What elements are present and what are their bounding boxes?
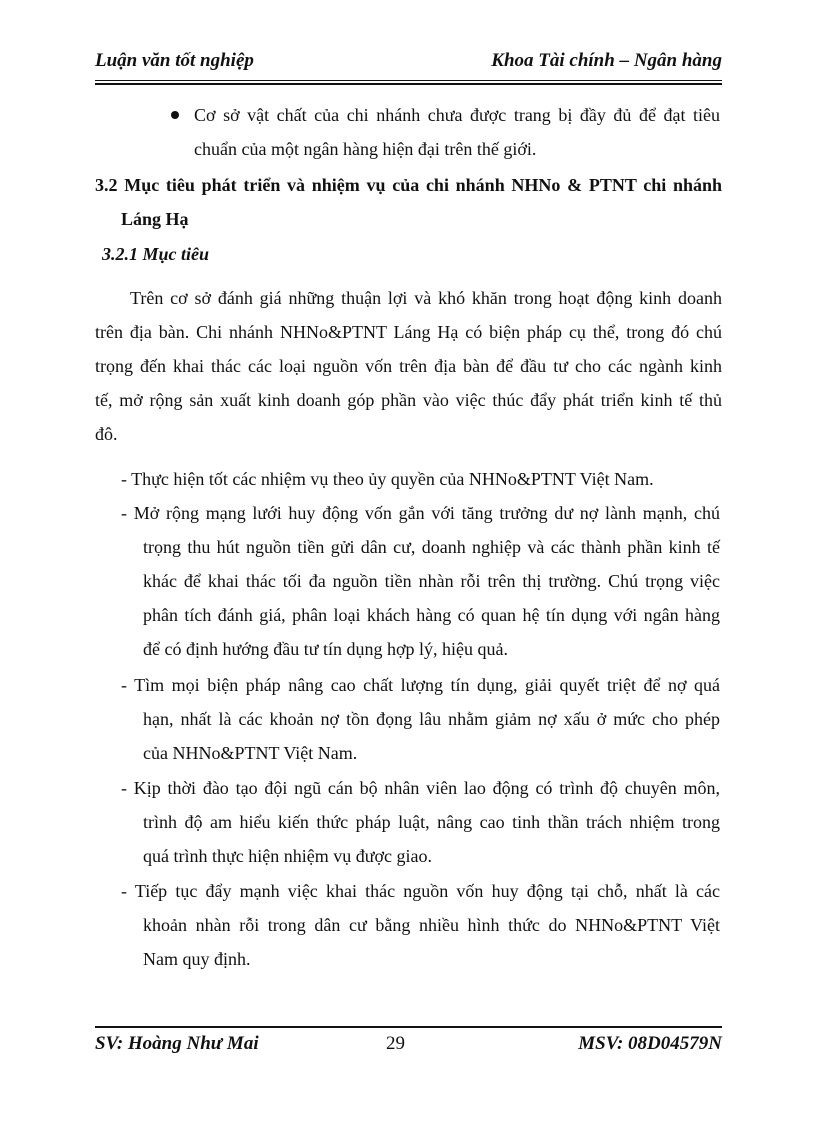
footer-student-id: MSV: 08D04579N bbox=[578, 1033, 722, 1054]
intro-bullet-line-1: Cơ sở vật chất của chi nhánh chưa được trang bị đầy đủ để đạt tiêu bbox=[194, 105, 720, 125]
dash-item-5-line-1: - Tiếp tục đẩy mạnh việc khai thác nguồn vốn huy động tại chỗ, nhất là các bbox=[121, 881, 720, 901]
header-thesis-label: Luận văn tốt nghiệp bbox=[95, 50, 254, 71]
subsection-title: 3.2.1 Mục tiêu bbox=[102, 244, 210, 264]
page-header bbox=[95, 48, 722, 78]
header-faculty-label: Khoa Tài chính – Ngân hàng bbox=[491, 50, 722, 71]
intro-bullet-line-2: chuẩn của một ngân hàng hiện đại trên thế giới. bbox=[194, 139, 537, 159]
dash-item-1-line-1: - Thực hiện tốt các nhiệm vụ theo ủy quyền của NHNo&PTNT Việt Nam. bbox=[121, 469, 654, 489]
paragraph-line-3: trọng đến khai thác các loại nguồn vốn trên địa bàn để đầu tư cho các ngành kinh bbox=[95, 356, 722, 376]
header-rule-thin bbox=[95, 80, 722, 81]
dash-item-2-line-1: - Mở rộng mạng lưới huy động vốn gắn với tăng trưởng dư nợ lành mạnh, chú bbox=[121, 503, 720, 523]
footer-student-name: SV: Hoàng Như Mai bbox=[95, 1033, 259, 1054]
dash-item-5-line-3: Nam quy định. bbox=[143, 949, 251, 969]
dash-item-4-line-2: trình độ am hiểu kiến thức pháp luật, nâng cao tinh thần trách nhiệm trong bbox=[143, 812, 720, 832]
paragraph-line-4: tế, mở rộng sản xuất kinh doanh góp phần vào việc thúc đẩy phát triển kinh tế thủ bbox=[95, 390, 722, 410]
paragraph-line-5: đô. bbox=[95, 424, 118, 444]
section-title-line-1: 3.2 Mục tiêu phát triển và nhiệm vụ của chi nhánh NHNo & PTNT chi nhánh bbox=[95, 175, 722, 195]
dash-item-2-line-5: để có định hướng đầu tư tín dụng hợp lý, hiệu quả. bbox=[143, 639, 509, 659]
paragraph-line-2: trên địa bàn. Chi nhánh NHNo&PTNT Láng Hạ có biện pháp cụ thể, trong đó chú bbox=[95, 322, 722, 342]
dash-item-2-line-4: phân tích đánh giá, phân loại khách hàng có quan hệ tín dụng với ngân hàng bbox=[143, 605, 720, 625]
page-footer bbox=[95, 1031, 722, 1057]
footer-page-number: 29 bbox=[386, 1033, 405, 1054]
dash-item-4-line-3: quá trình thực hiện nhiệm vụ được giao. bbox=[143, 846, 432, 866]
dash-item-3-line-2: hạn, nhất là các khoản nợ tồn đọng lâu nhằm giảm nợ xấu ở mức cho phép bbox=[143, 709, 720, 729]
dash-item-3-line-3: của NHNo&PTNT Việt Nam. bbox=[143, 743, 358, 763]
bullet-dot-icon bbox=[171, 111, 179, 119]
dash-item-2-line-2: trọng thu hút nguồn tiền gửi dân cư, doanh nghiệp và các thành phần kinh tế bbox=[143, 537, 720, 557]
paragraph-line-1: Trên cơ sở đánh giá những thuận lợi và khó khăn trong hoạt động kinh doanh bbox=[130, 288, 722, 308]
dash-item-5-line-2: khoản nhàn rỗi trong dân cư bằng nhiều hình thức do NHNo&PTNT Việt bbox=[143, 915, 720, 935]
header-rule-thick bbox=[95, 83, 722, 85]
section-title-line-2: Láng Hạ bbox=[121, 209, 189, 229]
dash-item-2-line-3: khác để khai thác tối đa nguồn tiền nhàn rỗi trên thị trường. Chú trọng việc bbox=[143, 571, 720, 591]
footer-rule bbox=[95, 1026, 722, 1028]
dash-item-4-line-1: - Kịp thời đào tạo đội ngũ cán bộ nhân viên lao động có trình độ chuyên môn, bbox=[121, 778, 720, 798]
dash-item-3-line-1: - Tìm mọi biện pháp nâng cao chất lượng tín dụng, giải quyết triệt để nợ quá bbox=[121, 675, 720, 695]
